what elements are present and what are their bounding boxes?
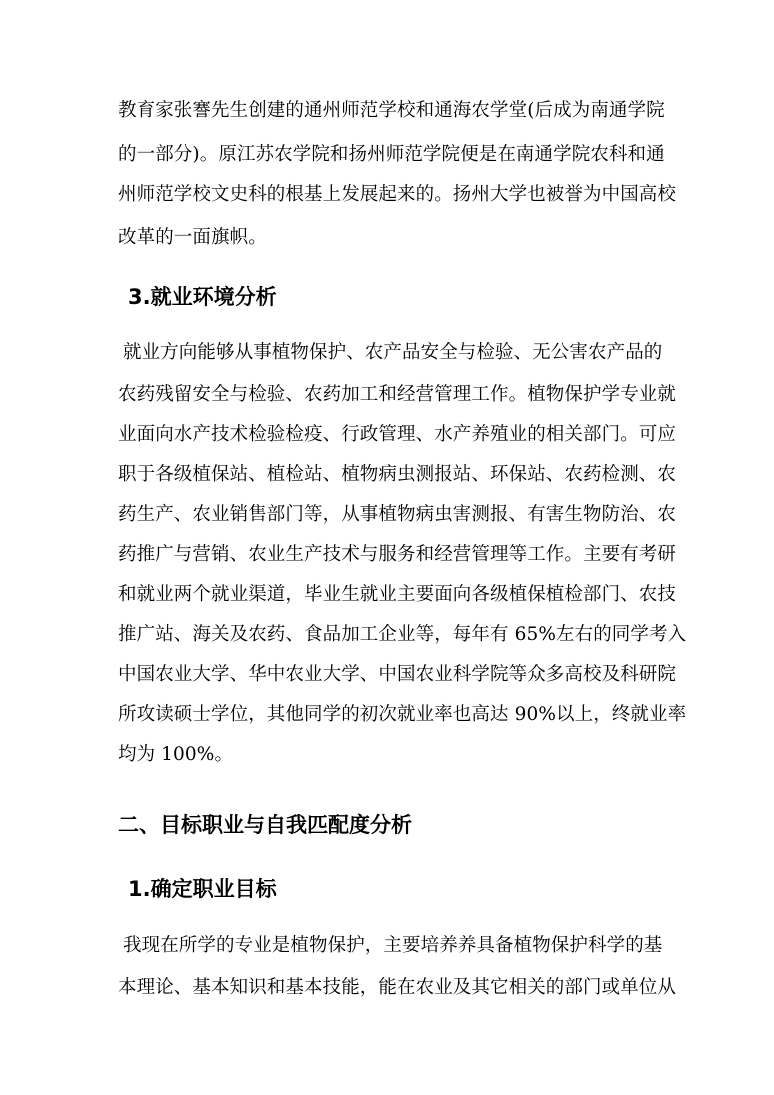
- intro-line-1: 教育家张謇先生创建的通州师范学校和通海农学堂(后成为南通学院: [118, 100, 665, 121]
- employment-line-11: 均为 100%。: [118, 744, 234, 765]
- employment-line-3: 业面向水产技术检验检疫、行政管理、水产养殖业的相关部门。可应: [118, 424, 677, 445]
- intro-line-4: 改革的一面旗帜。: [118, 227, 267, 248]
- employment-line-7: 和就业两个就业渠道，毕业生就业主要面向各级植保植检部门、农技: [118, 584, 677, 605]
- employment-line-8: 推广站、海关及农药、食品加工企业等，每年有 65%左右的同学考入: [118, 624, 687, 645]
- employment-heading: 3.就业环境分析: [128, 285, 277, 309]
- employment-line-2: 农药残留安全与检验、农药加工和经营管理工作。植物保护学专业就: [118, 384, 677, 405]
- employment-line-9: 中国农业大学、华中农业大学、中国农业科学院等众多高校及科研院: [118, 664, 677, 685]
- section-two-heading: 二、目标职业与自我匹配度分析: [118, 813, 412, 837]
- employment-line-6: 药推广与营销、农业生产技术与服务和经营管理等工作。主要有考研: [118, 544, 677, 565]
- employment-line-1: 就业方向能够从事植物保护、农产品安全与检验、无公害农产品的: [123, 342, 663, 363]
- career-goal-heading: 1.确定职业目标: [128, 877, 277, 901]
- employment-line-10: 所攻读硕士学位，其他同学的初次就业率也高达 90%以上，终就业率: [118, 704, 687, 725]
- career-goal-line-1: 我现在所学的专业是植物保护，主要培养养具备植物保护科学的基: [123, 935, 663, 956]
- employment-line-5: 药生产、农业销售部门等，从事植物病虫害测报、有害生物防治、农: [118, 504, 677, 525]
- employment-line-4: 职于各级植保站、植检站、植物病虫测报站、环保站、农药检测、农: [118, 464, 677, 485]
- intro-line-2: 的一部分)。原江苏农学院和扬州师范学院便是在南通学院农科和通: [118, 144, 665, 165]
- intro-line-3: 州师范学校文史科的根基上发展起来的。扬州大学也被誉为中国高校: [118, 184, 677, 205]
- career-goal-line-2: 本理论、基本知识和基本技能，能在农业及其它相关的部门或单位从: [118, 977, 677, 998]
